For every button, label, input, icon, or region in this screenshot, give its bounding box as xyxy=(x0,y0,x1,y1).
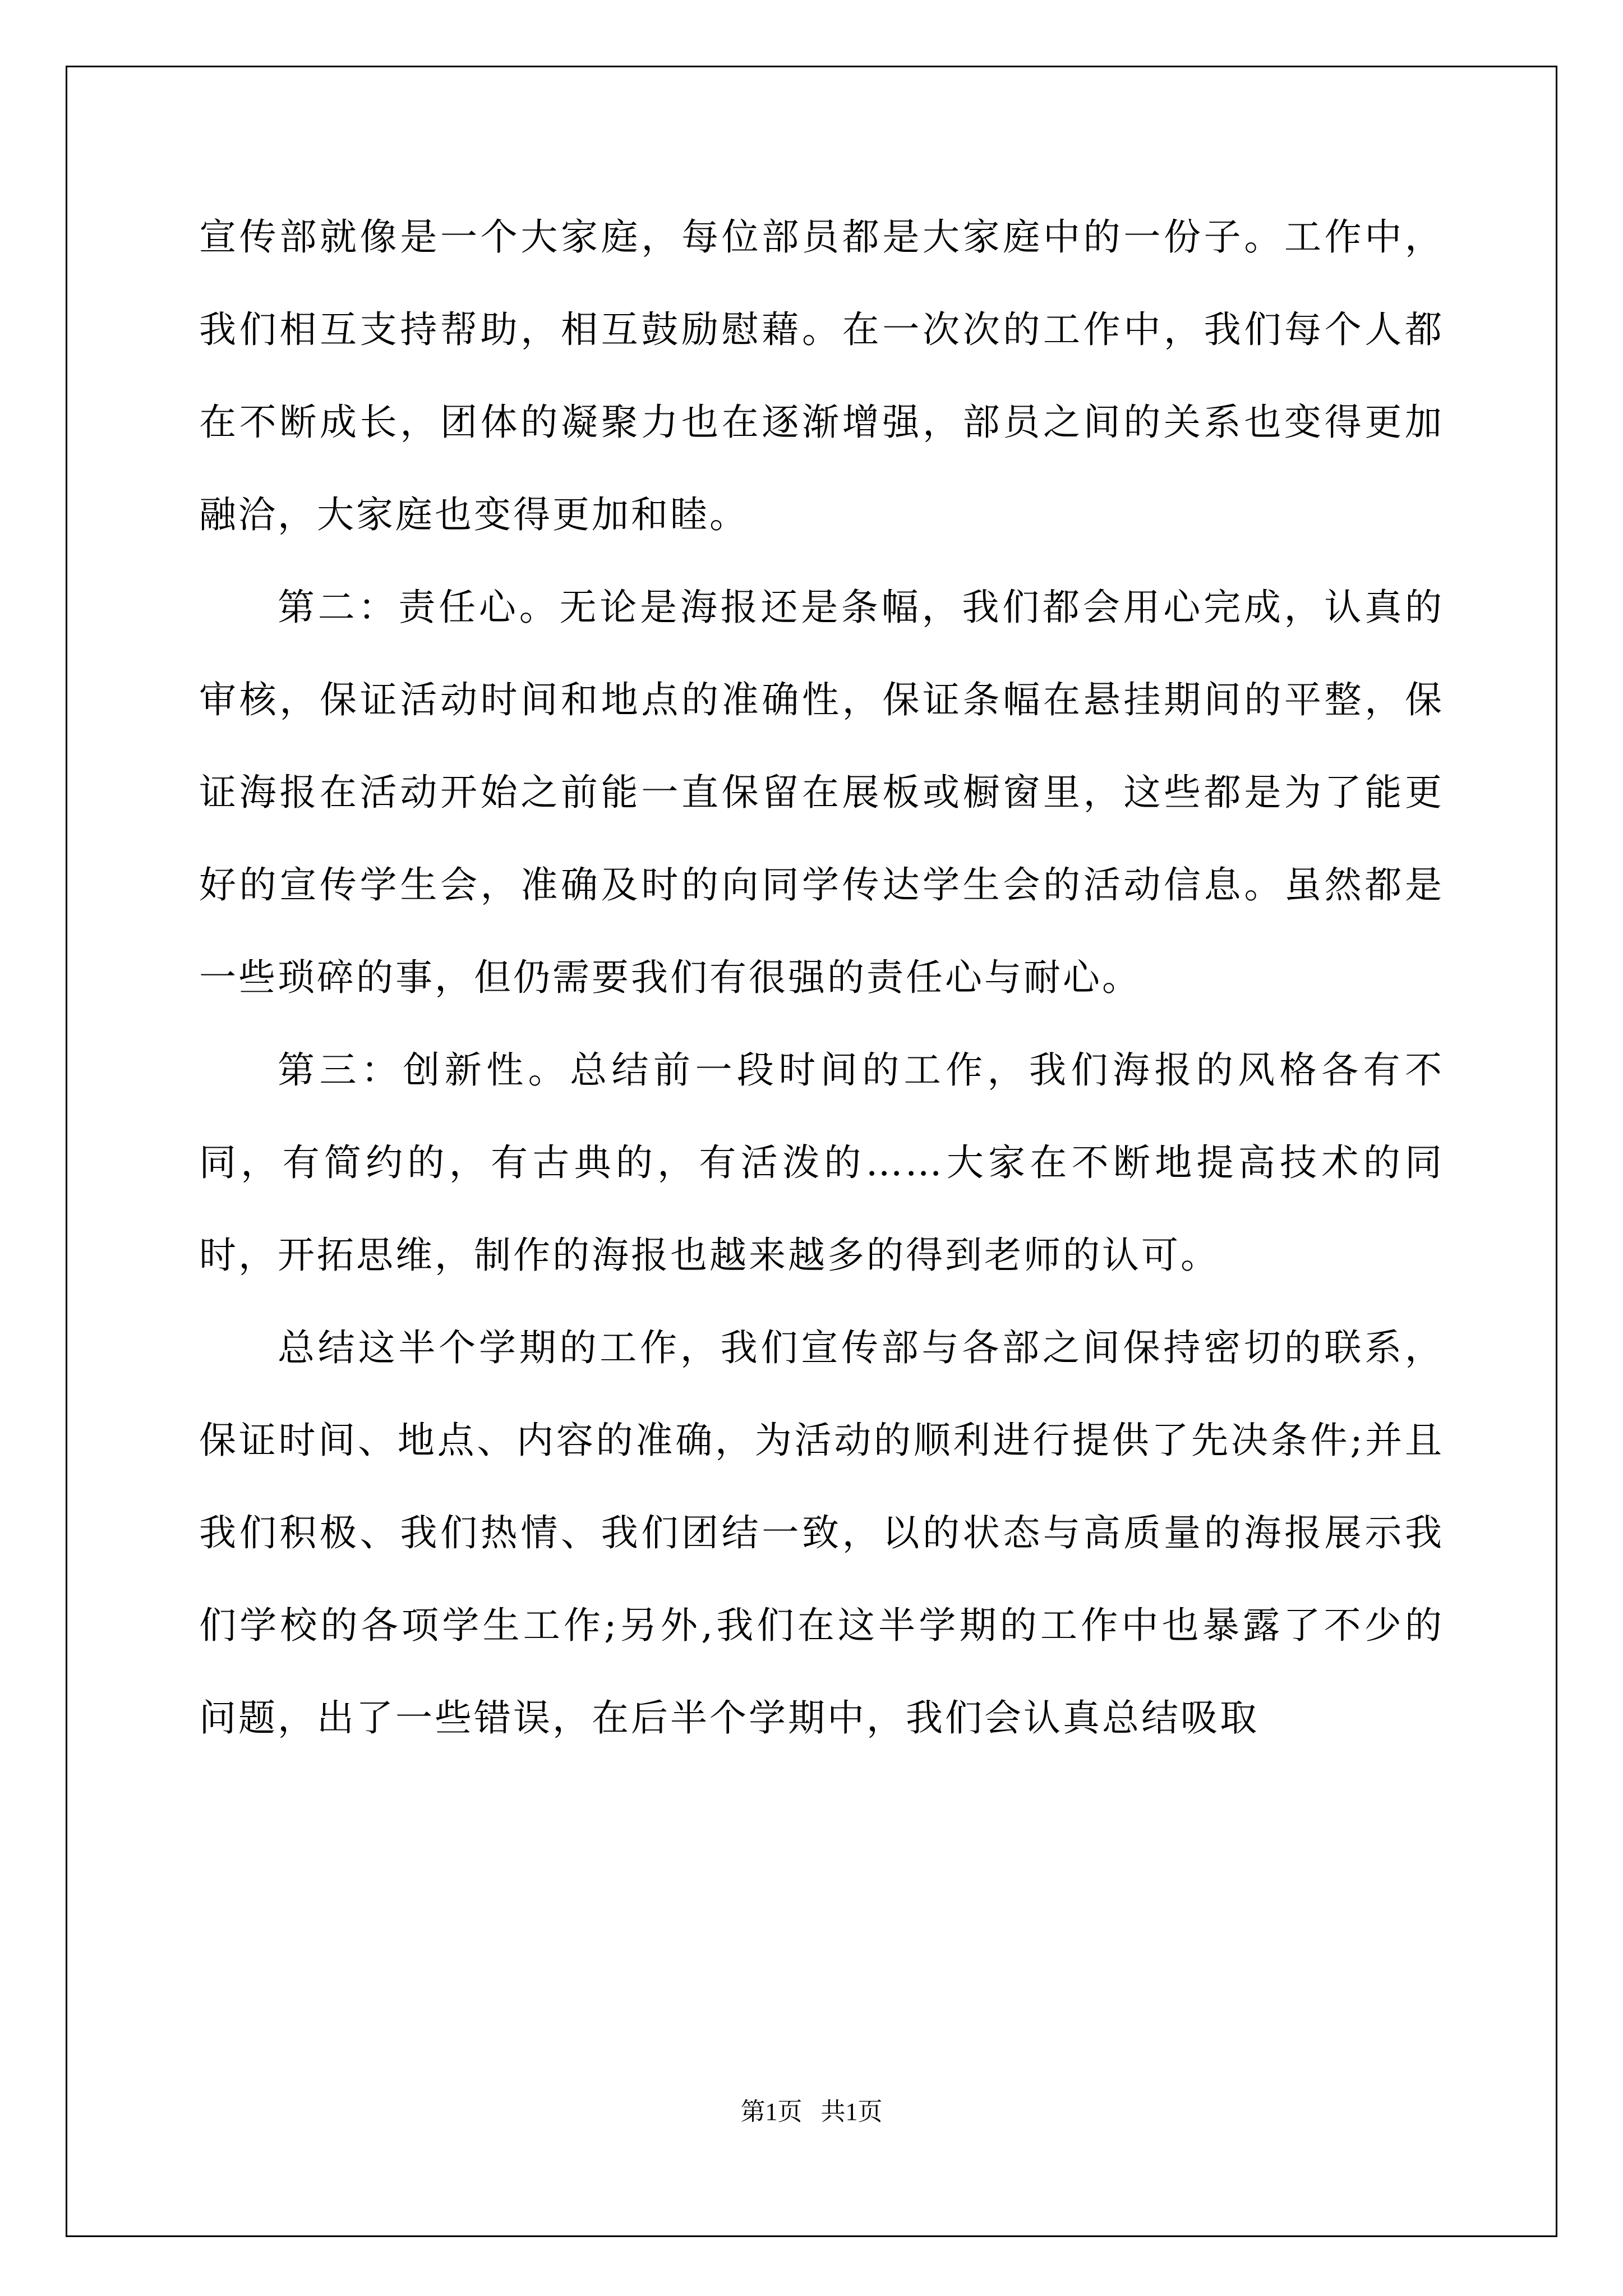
page-footer: 第1页 共1页 xyxy=(740,2098,883,2125)
paragraph-3: 第三：创新性。总结前一段时间的工作，我们海报的风格各有不同，有简约的，有古典的，有活泼的……大家在不断地提高技术的同时，开拓思维，制作的海报也越来越多的得到老师的认可。 xyxy=(199,1048,1444,1277)
paragraph-2: 第二：责任心。无论是海报还是条幅，我们都会用心完成，认真的审核，保证活动时间和地点的准确性，保证条幅在悬挂期间的平整，保证海报在活动开始之前能一直保留在展板或橱窗里，这些都是为了能更好的宣传学生会，准确及时的向同学传达学生会的活动信息。虽然都是一些琐碎的事，但仍需要我们有很强的责任心与耐心。 xyxy=(199,586,1444,999)
paragraph-1: 宣传部就像是一个大家庭，每位部员都是大家庭中的一份子。工作中，我们相互支持帮助，相互鼓励慰藉。在一次次的工作中，我们每个人都在不断成长，团体的凝聚力也在逐渐增强，部员之间的关系也变得更加融洽，大家庭也变得更加和睦。 xyxy=(199,215,1444,536)
paragraph-4: 总结这半个学期的工作，我们宣传部与各部之间保持密切的联系，保证时间、地点、内容的准确，为活动的顺利进行提供了先决条件;并且我们积极、我们热情、我们团结一致，以的状态与高质量的海报展示我们学校的各项学生工作;另外,我们在这半学期的工作中也暴露了不少的问题，出了一些错误，在后半个学期中，我们会认真总结吸取 xyxy=(199,1326,1444,1740)
document-body xyxy=(199,191,1444,1764)
